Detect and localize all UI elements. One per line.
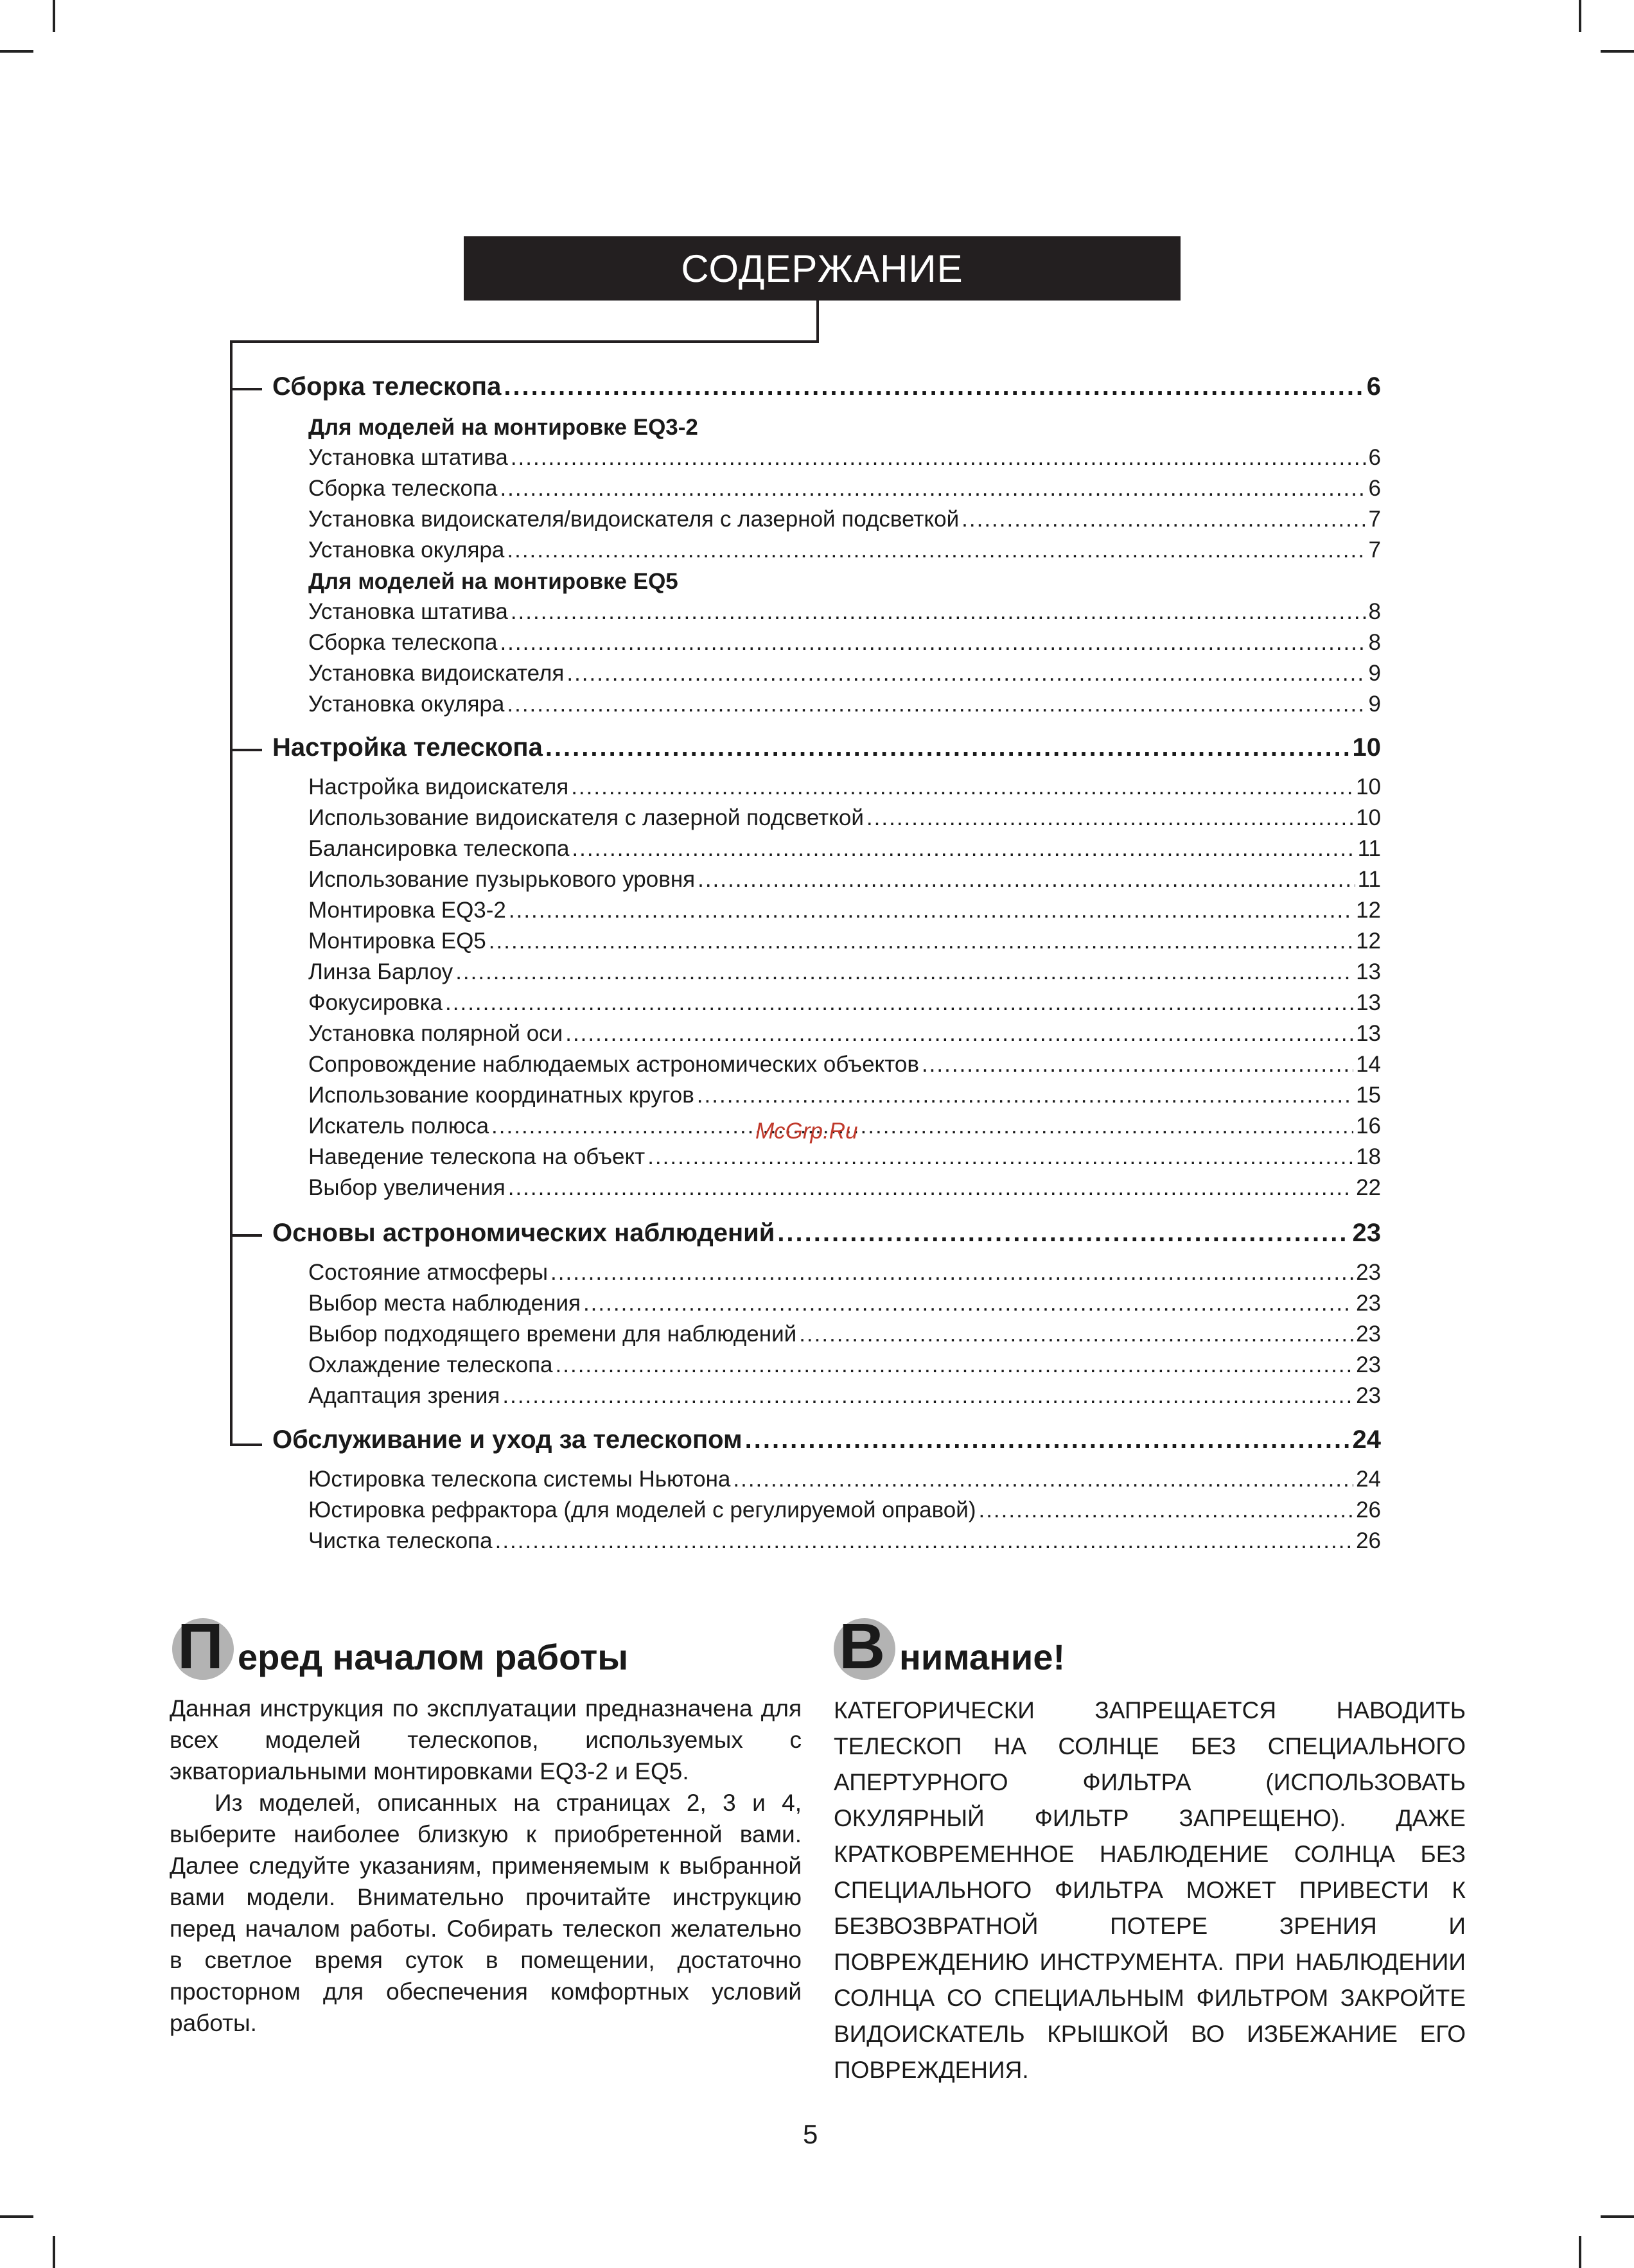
- paragraph: Из моделей, описанных на страницах 2, 3 и 4, выберите наиболее близкую к приобретенной вами. Далее следуйте указаниям, применяемым к выбранной вами модели. Внимательно прочитайте инструкцию перед началом работы. Собирать телескоп желательно в светлое время суток в помещении, достаточно просторном для обеспечения комфортных условий работы.: [170, 1790, 802, 2036]
- toc-section[interactable]: [272, 372, 1381, 401]
- contents-title: СОДЕРЖАНИЕ: [464, 236, 1181, 301]
- toc-leader: [567, 661, 1366, 686]
- attention-heading: [834, 1610, 1066, 1682]
- watermark: McGrp.Ru: [755, 1119, 858, 1144]
- toc-section-label: Основы астрономических наблюдений: [272, 1219, 775, 1247]
- toc-item-label: Использование пузырькового уровня: [308, 867, 696, 892]
- drop-cap-circle: [834, 1610, 895, 1682]
- before-work-heading: [172, 1610, 629, 1682]
- crop-mark: [53, 2236, 55, 2268]
- title-connector: [231, 340, 819, 343]
- toc-item[interactable]: [308, 990, 1381, 1016]
- toc-page-number: 6: [1368, 476, 1381, 501]
- toc-item-label: Охлаждение телескопа: [308, 1352, 553, 1377]
- toc-leader: [556, 1352, 1354, 1378]
- toc-leader: [504, 372, 1364, 401]
- toc-page-number: 23: [1356, 1383, 1381, 1408]
- toc-item[interactable]: [308, 959, 1381, 985]
- toc-item[interactable]: [308, 929, 1381, 954]
- toc-leader: [508, 1175, 1353, 1201]
- toc-page-number: 13: [1356, 959, 1381, 984]
- toc-page-number: 12: [1356, 929, 1381, 954]
- toc-page-number: 23: [1356, 1260, 1381, 1285]
- toc-section[interactable]: [272, 1426, 1381, 1454]
- toc-leader: [507, 692, 1366, 717]
- toc-item[interactable]: [308, 1497, 1381, 1523]
- toc-leader: [572, 836, 1355, 862]
- toc-item-label: Установка видоискателя/видоискателя с лазерной подсветкой: [308, 507, 960, 532]
- toc-section-label: Сборка телескопа: [272, 372, 502, 401]
- toc-leader: [500, 630, 1366, 656]
- toc-item-label: Состояние атмосферы: [308, 1260, 549, 1285]
- crop-mark: [0, 2215, 33, 2218]
- toc-page-number: 26: [1356, 1528, 1381, 1553]
- title-connector: [816, 301, 819, 343]
- toc-item-label: Балансировка телескопа: [308, 836, 570, 861]
- crop-mark: [1601, 50, 1634, 53]
- toc-group-heading: Для моделей на монтировке EQ3-2: [308, 415, 698, 440]
- toc-item-label: Установка штатива: [308, 445, 508, 470]
- toc-page-number: 12: [1356, 898, 1381, 923]
- toc-leader: [495, 1528, 1353, 1554]
- toc-item[interactable]: [308, 476, 1381, 502]
- toc-item[interactable]: [308, 1175, 1381, 1201]
- toc-page-number: 23: [1352, 1219, 1381, 1247]
- drop-cap-circle: [172, 1610, 234, 1682]
- toc-page-number: 13: [1356, 990, 1381, 1015]
- toc-page-number: 15: [1356, 1083, 1381, 1108]
- paragraph: Данная инструкция по эксплуатации предназначена для всех моделей телескопов, используемых с экваториальными монтировками EQ3-2 и EQ5.: [170, 1695, 802, 1784]
- crop-mark: [1601, 2215, 1634, 2218]
- toc-page-number: 8: [1368, 599, 1381, 624]
- crop-mark: [1579, 0, 1581, 32]
- toc-page-number: 9: [1368, 661, 1381, 686]
- toc-page-number: 11: [1357, 836, 1381, 861]
- section-tick: [230, 388, 262, 390]
- section-tick: [230, 749, 262, 751]
- drop-cap-letter: П: [177, 1610, 224, 1682]
- crop-mark: [0, 50, 33, 53]
- toc-leader: [455, 959, 1353, 985]
- attention-text: [834, 1693, 1466, 2088]
- crop-mark: [53, 0, 55, 32]
- heading-text: еред началом работы: [238, 1636, 629, 1677]
- toc-item-label: Установка видоискателя: [308, 661, 565, 686]
- toc-item[interactable]: [308, 692, 1381, 717]
- toc-page-number: 13: [1356, 1021, 1381, 1046]
- toc-item-label: Юстировка рефрактора (для моделей с регулируемой оправой): [308, 1497, 976, 1522]
- drop-cap-letter: В: [839, 1610, 886, 1682]
- toc-item-label: Установка окуляра: [308, 692, 505, 717]
- toc-item-label: Настройка видоискателя: [308, 774, 569, 799]
- toc-item[interactable]: [308, 1528, 1381, 1554]
- toc-item[interactable]: [308, 1052, 1381, 1077]
- toc-section-label: Настройка телескопа: [272, 733, 543, 762]
- toc-item-label: Использование координатных кругов: [308, 1083, 694, 1108]
- toc-page-number: 9: [1368, 692, 1381, 717]
- toc-item-label: Фокусировка: [308, 990, 443, 1015]
- toc-leader: [500, 476, 1366, 502]
- toc-item[interactable]: [308, 774, 1381, 800]
- toc-leader: [571, 774, 1353, 800]
- toc-item[interactable]: [308, 1352, 1381, 1378]
- toc-item-label: Выбор подходящего времени для наблюдений: [308, 1322, 797, 1347]
- toc-item[interactable]: [308, 867, 1381, 893]
- section-tick: [230, 1444, 262, 1446]
- crop-mark: [1579, 2236, 1581, 2268]
- toc-leader: [489, 929, 1353, 954]
- toc-item[interactable]: [308, 599, 1381, 625]
- toc-page-number: 23: [1356, 1352, 1381, 1377]
- toc-item-label: Установка штатива: [308, 599, 508, 624]
- toc-item-label: Монтировка EQ3-2: [308, 898, 506, 923]
- toc-item-label: Линза Барлоу: [308, 959, 453, 984]
- toc-item-label: Сопровождение наблюдаемых астрономических объектов: [308, 1052, 919, 1077]
- heading-text: нимание!: [899, 1636, 1066, 1677]
- section-tick: [230, 1234, 262, 1237]
- toc-leader: [697, 1083, 1353, 1108]
- toc-item-label: Сборка телескопа: [308, 476, 498, 501]
- toc-item[interactable]: [308, 537, 1381, 563]
- toc-item-label: Чистка телескопа: [308, 1528, 493, 1553]
- toc-leader: [545, 733, 1350, 762]
- toc-item-label: Установка полярной оси: [308, 1021, 563, 1046]
- toc-leader: [866, 805, 1353, 831]
- toc-leader: [565, 1021, 1353, 1047]
- toc-page-number: 14: [1356, 1052, 1381, 1077]
- toc-item[interactable]: [308, 1322, 1381, 1347]
- toc-page-number: 22: [1356, 1175, 1381, 1200]
- toc-leader: [509, 898, 1353, 923]
- toc-item-label: Искатель полюса: [308, 1113, 489, 1138]
- toc-page-number: 6: [1366, 372, 1381, 401]
- toc-leader: [445, 990, 1353, 1016]
- toc-leader: [511, 445, 1366, 471]
- toc-leader: [511, 599, 1366, 625]
- toc-item[interactable]: [308, 1144, 1381, 1170]
- toc-item[interactable]: [308, 1021, 1381, 1047]
- toc-page-number: 16: [1356, 1113, 1381, 1138]
- toc-leader: [777, 1219, 1349, 1248]
- toc-section[interactable]: [272, 1219, 1381, 1248]
- toc-leader: [962, 507, 1366, 532]
- toc-page-number: 23: [1356, 1291, 1381, 1316]
- toc-leader: [799, 1322, 1353, 1347]
- toc-page-number: 6: [1368, 445, 1381, 470]
- page-number: 5: [803, 2119, 818, 2149]
- toc-item[interactable]: [308, 445, 1381, 471]
- toc-item[interactable]: [308, 836, 1381, 862]
- toc-section-label: Обслуживание и уход за телескопом: [272, 1426, 742, 1454]
- toc-page-number: 10: [1352, 733, 1381, 762]
- toc-leader: [583, 1291, 1353, 1316]
- toc-item-label: Выбор увеличения: [308, 1175, 505, 1200]
- toc-page-number: 10: [1356, 774, 1381, 799]
- toc-item[interactable]: [308, 1383, 1381, 1409]
- toc-leader: [978, 1497, 1353, 1523]
- before-work-text: [170, 1693, 802, 2039]
- toc-item[interactable]: [308, 805, 1381, 831]
- toc-leader: [698, 867, 1355, 893]
- toc-page-number: 8: [1368, 630, 1381, 655]
- toc-item[interactable]: [308, 1291, 1381, 1316]
- toc-page-number: 18: [1356, 1144, 1381, 1169]
- toc-item-label: Монтировка EQ5: [308, 929, 486, 954]
- toc-leader: [922, 1052, 1353, 1077]
- toc-leader: [491, 1113, 1353, 1139]
- toc-item[interactable]: [308, 661, 1381, 686]
- toc-item-label: Юстировка телескопа системы Ньютона: [308, 1467, 731, 1492]
- toc-leader: [502, 1383, 1353, 1409]
- toc-item-label: Использование видоискателя с лазерной подсветкой: [308, 805, 864, 830]
- toc-item[interactable]: [308, 1467, 1381, 1492]
- toc-item[interactable]: [308, 1083, 1381, 1108]
- toc-page-number: 26: [1356, 1497, 1381, 1522]
- toc-leader: [733, 1467, 1353, 1492]
- toc-leader: [550, 1260, 1353, 1286]
- toc-page-number: 24: [1356, 1467, 1381, 1492]
- toc-page-number: 24: [1352, 1426, 1381, 1454]
- warning-paragraph: КАТЕГОРИЧЕСКИ ЗАПРЕЩАЕТСЯ НАВОДИТЬ ТЕЛЕСКОП НА СОЛНЦЕ БЕЗ СПЕЦИАЛЬНОГО АПЕРТУРНОГО ФИЛЬТРА (ИСПОЛЬЗОВАТЬ ОКУЛЯРНЫЙ ФИЛЬТР ЗАПРЕЩЕНО). ДАЖЕ КРАТКОВРЕМЕННОЕ НАБЛЮДЕНИЕ СОЛНЦА БЕЗ СПЕЦИАЛЬНОГО ФИЛЬТРА МОЖЕТ ПРИВЕСТИ К БЕЗВОЗВРАТНОЙ ПОТЕРЕ ЗРЕНИЯ И ПОВРЕЖДЕНИЮ ИНСТРУМЕНТА. ПРИ НАБЛЮДЕНИИ СОЛНЦА СО СПЕЦИАЛЬНЫМ ФИЛЬТРОМ ЗАКРОЙТЕ ВИДОИСКАТЕЛЬ КРЫШКОЙ ВО ИЗБЕЖАНИЕ ЕГО ПОВРЕЖДЕНИЯ.: [834, 1697, 1466, 2083]
- toc-item[interactable]: [308, 898, 1381, 923]
- toc-item[interactable]: [308, 630, 1381, 656]
- toc-page-number: 23: [1356, 1322, 1381, 1347]
- toc-item-label: Адаптация зрения: [308, 1383, 500, 1408]
- toc-bracket: [230, 340, 233, 1446]
- toc-item[interactable]: [308, 507, 1381, 532]
- toc-page-number: 11: [1357, 867, 1381, 892]
- toc-page-number: 7: [1368, 537, 1381, 563]
- toc-item-label: Наведение телескопа на объект: [308, 1144, 646, 1169]
- toc-page-number: 10: [1356, 805, 1381, 830]
- toc-leader: [647, 1144, 1353, 1170]
- toc-leader: [745, 1426, 1350, 1454]
- toc-leader: [507, 537, 1366, 563]
- toc-group-heading: Для моделей на монтировке EQ5: [308, 569, 678, 594]
- toc-item-label: Сборка телескопа: [308, 630, 498, 655]
- toc-section[interactable]: [272, 733, 1381, 762]
- toc-item-label: Выбор места наблюдения: [308, 1291, 581, 1316]
- toc-item-label: Установка окуляра: [308, 537, 505, 563]
- toc-page-number: 7: [1368, 507, 1381, 532]
- toc-item[interactable]: [308, 1260, 1381, 1286]
